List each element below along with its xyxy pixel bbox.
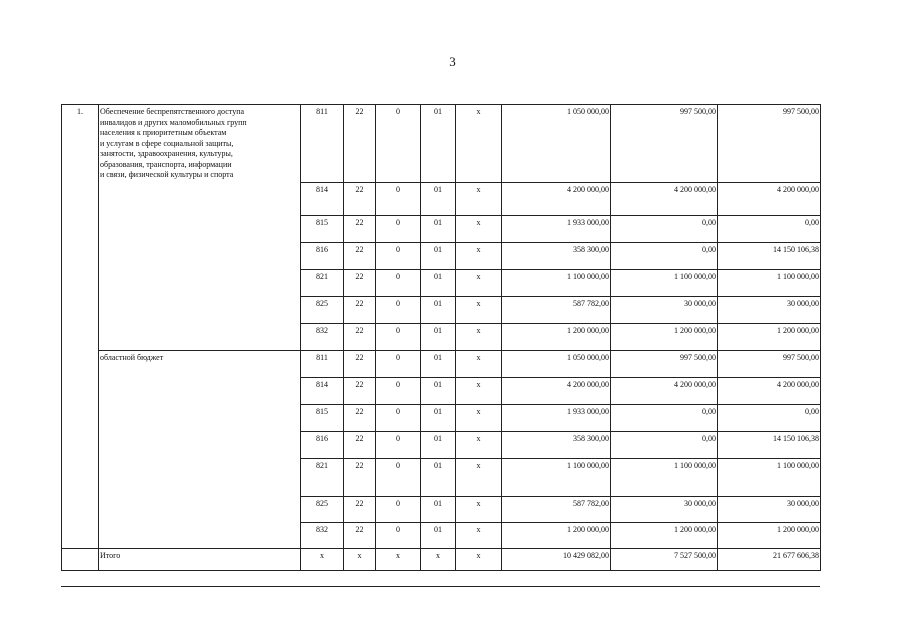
- type-code-cell: x: [456, 459, 502, 497]
- section-code-cell: 22: [344, 216, 376, 243]
- amount-2-cell: 1 100 000,00: [611, 270, 718, 297]
- program-code-cell: 01: [421, 324, 456, 351]
- amount-2-cell: 1 100 000,00: [611, 459, 718, 497]
- program-code-cell: 01: [421, 243, 456, 270]
- program-code-cell: 01: [421, 216, 456, 243]
- section-code-cell: 22: [344, 378, 376, 405]
- amount-2-cell: 0,00: [611, 432, 718, 459]
- subsection-code-cell: 0: [376, 243, 421, 270]
- program-code-cell: 01: [421, 297, 456, 324]
- program-code-cell: 01: [421, 270, 456, 297]
- amount-3-cell: 1 100 000,00: [718, 459, 821, 497]
- subsection-code-cell: 0: [376, 497, 421, 523]
- amount-1-cell: 1 200 000,00: [502, 324, 611, 351]
- section-label-cell: областной бюджет: [99, 351, 301, 549]
- type-code-cell: x: [456, 324, 502, 351]
- subsection-code-cell: 0: [376, 378, 421, 405]
- measure-name-line: инвалидов и других маломобильных групп: [100, 117, 247, 127]
- bottom-rule: [61, 586, 820, 587]
- type-code-cell: x: [456, 523, 502, 549]
- section-code-cell: 22: [344, 459, 376, 497]
- amount-2-cell: 0,00: [611, 243, 718, 270]
- subsection-code-cell: 0: [376, 432, 421, 459]
- code-cell: 811: [301, 351, 344, 378]
- total-row: [62, 549, 821, 571]
- program-code-cell: 01: [421, 378, 456, 405]
- section-code-cell: 22: [344, 523, 376, 549]
- program-code-cell: 01: [421, 459, 456, 497]
- amount-1-cell: 587 782,00: [502, 497, 611, 523]
- amount-3-cell: 14 150 106,38: [718, 432, 821, 459]
- code-cell: 814: [301, 378, 344, 405]
- total-amount-3-cell: 21 677 606,38: [718, 549, 821, 571]
- amount-3-cell: 1 200 000,00: [718, 324, 821, 351]
- total-code-cell: x: [344, 549, 376, 571]
- subsection-code-cell: 0: [376, 324, 421, 351]
- code-cell: 832: [301, 324, 344, 351]
- section-code-cell: 22: [344, 351, 376, 378]
- amount-1-cell: 358 300,00: [502, 432, 611, 459]
- budget-table: [61, 104, 821, 571]
- program-code-cell: 01: [421, 432, 456, 459]
- page-number: 3: [449, 54, 456, 69]
- subsection-code-cell: 0: [376, 183, 421, 216]
- type-code-cell: x: [456, 183, 502, 216]
- subsection-code-cell: 0: [376, 523, 421, 549]
- type-code-cell: x: [456, 497, 502, 523]
- code-cell: 815: [301, 405, 344, 432]
- total-code-cell: x: [421, 549, 456, 571]
- code-cell: 811: [301, 105, 344, 183]
- subsection-code-cell: 0: [376, 270, 421, 297]
- code-cell: 816: [301, 432, 344, 459]
- section-code-cell: 22: [344, 105, 376, 183]
- code-cell: 825: [301, 497, 344, 523]
- table-row: [62, 351, 821, 378]
- measure-name-line: и услугам в сфере социальной защиты,: [100, 138, 234, 148]
- amount-1-cell: 1 933 000,00: [502, 216, 611, 243]
- total-amount-1-cell: 10 429 082,00: [502, 549, 611, 571]
- amount-1-cell: 4 200 000,00: [502, 183, 611, 216]
- amount-3-cell: 1 200 000,00: [718, 523, 821, 549]
- amount-1-cell: 1 100 000,00: [502, 459, 611, 497]
- section-code-cell: 22: [344, 270, 376, 297]
- section-code-cell: 22: [344, 297, 376, 324]
- amount-2-cell: 997 500,00: [611, 351, 718, 378]
- amount-3-cell: 14 150 106,38: [718, 243, 821, 270]
- code-cell: 816: [301, 243, 344, 270]
- subsection-code-cell: 0: [376, 297, 421, 324]
- code-cell: 821: [301, 459, 344, 497]
- section-code-cell: 22: [344, 432, 376, 459]
- type-code-cell: x: [456, 243, 502, 270]
- section-code-cell: 22: [344, 243, 376, 270]
- type-code-cell: x: [456, 432, 502, 459]
- section-code-cell: 22: [344, 324, 376, 351]
- section-code-cell: 22: [344, 497, 376, 523]
- amount-2-cell: 30 000,00: [611, 297, 718, 324]
- amount-2-cell: 1 200 000,00: [611, 523, 718, 549]
- amount-1-cell: 587 782,00: [502, 297, 611, 324]
- program-code-cell: 01: [421, 497, 456, 523]
- amount-2-cell: 997 500,00: [611, 105, 718, 183]
- amount-1-cell: 1 050 000,00: [502, 105, 611, 183]
- amount-1-cell: 1 933 000,00: [502, 405, 611, 432]
- program-code-cell: 01: [421, 351, 456, 378]
- amount-3-cell: 0,00: [718, 405, 821, 432]
- amount-2-cell: 4 200 000,00: [611, 183, 718, 216]
- amount-3-cell: 997 500,00: [718, 105, 821, 183]
- subsection-code-cell: 0: [376, 405, 421, 432]
- type-code-cell: x: [456, 270, 502, 297]
- amount-2-cell: 30 000,00: [611, 497, 718, 523]
- type-code-cell: x: [456, 351, 502, 378]
- type-code-cell: x: [456, 405, 502, 432]
- program-code-cell: 01: [421, 405, 456, 432]
- amount-1-cell: 1 100 000,00: [502, 270, 611, 297]
- measure-name-line: и связи, физической культуры и спорта: [100, 170, 234, 179]
- amount-2-cell: 1 200 000,00: [611, 324, 718, 351]
- amount-3-cell: 30 000,00: [718, 497, 821, 523]
- amount-3-cell: 0,00: [718, 216, 821, 243]
- amount-3-cell: 4 200 000,00: [718, 183, 821, 216]
- total-number-cell: [62, 549, 99, 571]
- section-code-cell: 22: [344, 183, 376, 216]
- type-code-cell: x: [456, 105, 502, 183]
- subsection-code-cell: 0: [376, 216, 421, 243]
- type-code-cell: x: [456, 216, 502, 243]
- amount-2-cell: 4 200 000,00: [611, 378, 718, 405]
- code-cell: 821: [301, 270, 344, 297]
- total-amount-2-cell: 7 527 500,00: [611, 549, 718, 571]
- type-code-cell: x: [456, 378, 502, 405]
- subsection-code-cell: 0: [376, 459, 421, 497]
- total-code-cell: x: [301, 549, 344, 571]
- subsection-code-cell: 0: [376, 105, 421, 183]
- program-code-cell: 01: [421, 183, 456, 216]
- amount-2-cell: 0,00: [611, 216, 718, 243]
- measure-name-line: населения к приоритетным объектам: [100, 128, 227, 137]
- section-code-cell: 22: [344, 405, 376, 432]
- amount-1-cell: 1 050 000,00: [502, 351, 611, 378]
- code-cell: 815: [301, 216, 344, 243]
- code-cell: 814: [301, 183, 344, 216]
- row-number-cell: 1.: [62, 105, 99, 549]
- amount-3-cell: 30 000,00: [718, 297, 821, 324]
- amount-1-cell: 4 200 000,00: [502, 378, 611, 405]
- amount-3-cell: 4 200 000,00: [718, 378, 821, 405]
- table-row: [62, 105, 821, 183]
- amount-3-cell: 1 100 000,00: [718, 270, 821, 297]
- program-code-cell: 01: [421, 105, 456, 183]
- type-code-cell: x: [456, 297, 502, 324]
- measure-name-cell: [99, 105, 301, 351]
- total-code-cell: x: [456, 549, 502, 571]
- code-cell: 825: [301, 297, 344, 324]
- measure-name-line: Обеспечение беспрепятственного доступа: [100, 107, 245, 116]
- amount-1-cell: 358 300,00: [502, 243, 611, 270]
- measure-name-line: занятости, здравоохранения, культуры,: [100, 149, 233, 158]
- measure-name-line: образования, транспорта, информации: [100, 159, 232, 169]
- amount-1-cell: 1 200 000,00: [502, 523, 611, 549]
- subsection-code-cell: 0: [376, 351, 421, 378]
- amount-3-cell: 997 500,00: [718, 351, 821, 378]
- program-code-cell: 01: [421, 523, 456, 549]
- amount-2-cell: 0,00: [611, 405, 718, 432]
- total-label-cell: Итого: [99, 549, 301, 571]
- code-cell: 832: [301, 523, 344, 549]
- total-code-cell: x: [376, 549, 421, 571]
